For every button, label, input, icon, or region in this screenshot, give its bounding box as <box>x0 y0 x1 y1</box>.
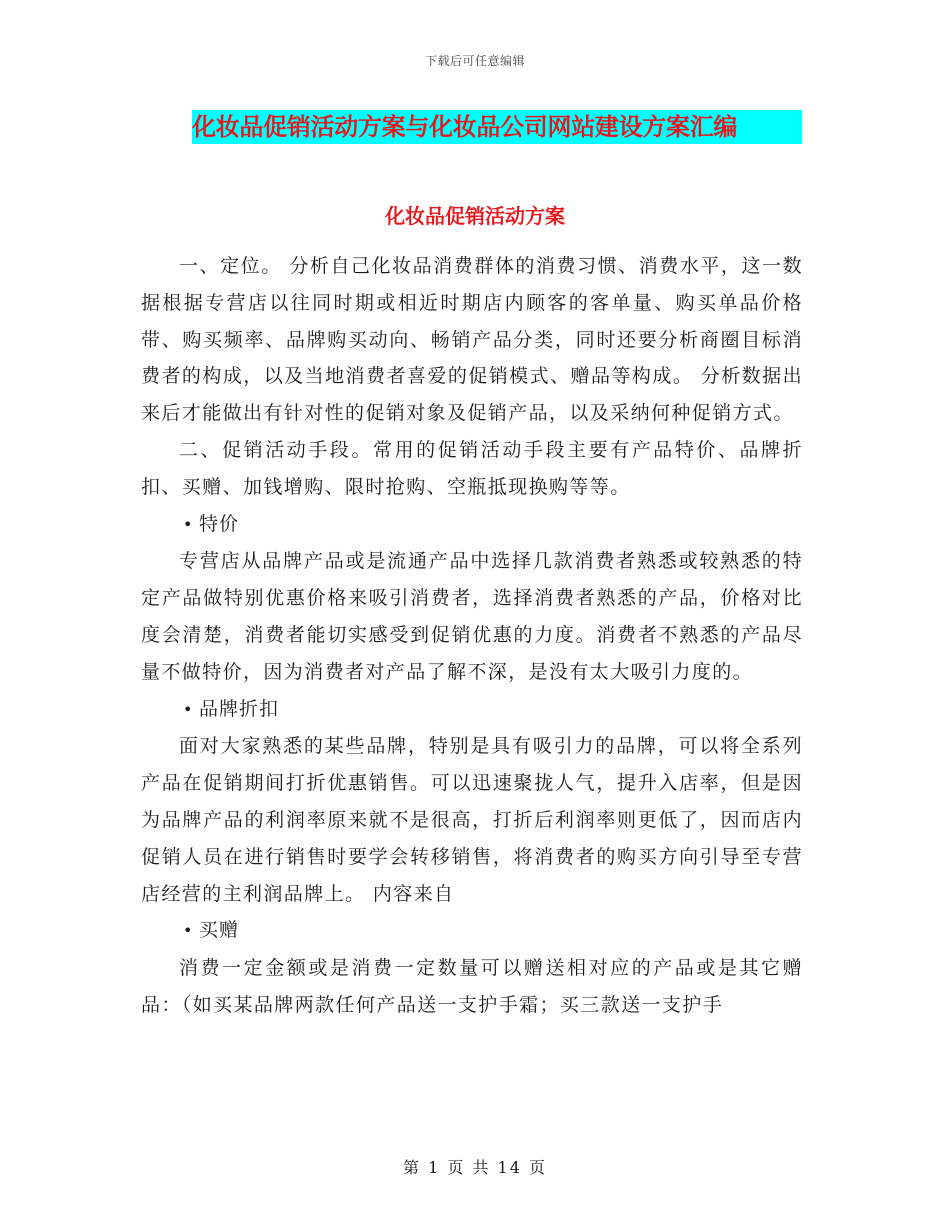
bullet-label: 特价 <box>199 512 240 535</box>
document-body <box>141 248 803 1024</box>
bullet-label: 买赠 <box>199 919 240 942</box>
document-title: 化妆品促销活动方案与化妆品公司网站建设方案汇编 <box>192 113 738 141</box>
page-header-note: 下载后可任意编辑 <box>424 54 525 68</box>
bullet-dot-icon: • <box>183 699 194 719</box>
bullet-item-special-price <box>141 506 803 544</box>
document-title-highlight <box>192 110 802 144</box>
paragraph-special-price: 专营店从品牌产品或是流通产品中选择几款消费者熟悉或较熟悉的特定产品做特别优惠价格来吸引消费者，选择消费者熟悉的产品，价格对比度会清楚，消费者能切实感受到促销优惠的力度。消费者不熟悉的产品尽量不做特价，因为消费者对产品了解不深，是没有太大吸引力度的。 <box>141 550 803 683</box>
bullet-label: 品牌折扣 <box>199 697 280 720</box>
page-number: 第 1 页 共 14 页 <box>403 1158 547 1177</box>
bullet-item-brand-discount <box>141 691 803 729</box>
bullet-dot-icon: • <box>183 514 194 534</box>
paragraph-positioning: 一、定位。 分析自己化妆品消费群体的消费习惯、消费水平，这一数据根据专营店以往同时期或相近时期店内顾客的客单量、购买单品价格带、购买频率、品牌购买动向、畅销产品分类，同时还要分析商圈目标消费者的构成，以及当地消费者喜爱的促销模式、赠品等构成。 分析数据出来后才能做出有针对性的促销对象及促销产品，以及采纳何种促销方式。 <box>141 255 803 425</box>
paragraph-promotion-methods: 二、促销活动手段。常用的促销活动手段主要有产品特价、品牌折扣、买赠、加钱增购、限时抢购、空瓶抵现换购等等。 <box>141 438 803 498</box>
bullet-item-gift-with-purchase <box>141 912 803 950</box>
section-title: 化妆品促销活动方案 <box>385 204 565 228</box>
bullet-dot-icon: • <box>183 921 194 941</box>
paragraph-brand-discount: 面对大家熟悉的某些品牌，特别是具有吸引力的品牌，可以将全系列产品在促销期间打折优惠销售。可以迅速聚拢人气，提升入店率，但是因为品牌产品的利润率原来就不是很高，打折后利润率则更低了，因而店内促销人员在进行销售时要学会转移销售，将消费者的购买方向引导至专营店经营的主利润品牌上。 内容来自 <box>141 735 803 905</box>
paragraph-gift-with-purchase: 消费一定金额或是消费一定数量可以赠送相对应的产品或是其它赠品：（如买某品牌两款任何产品送一支护手霜；买三款送一支护手 <box>141 957 803 1016</box>
